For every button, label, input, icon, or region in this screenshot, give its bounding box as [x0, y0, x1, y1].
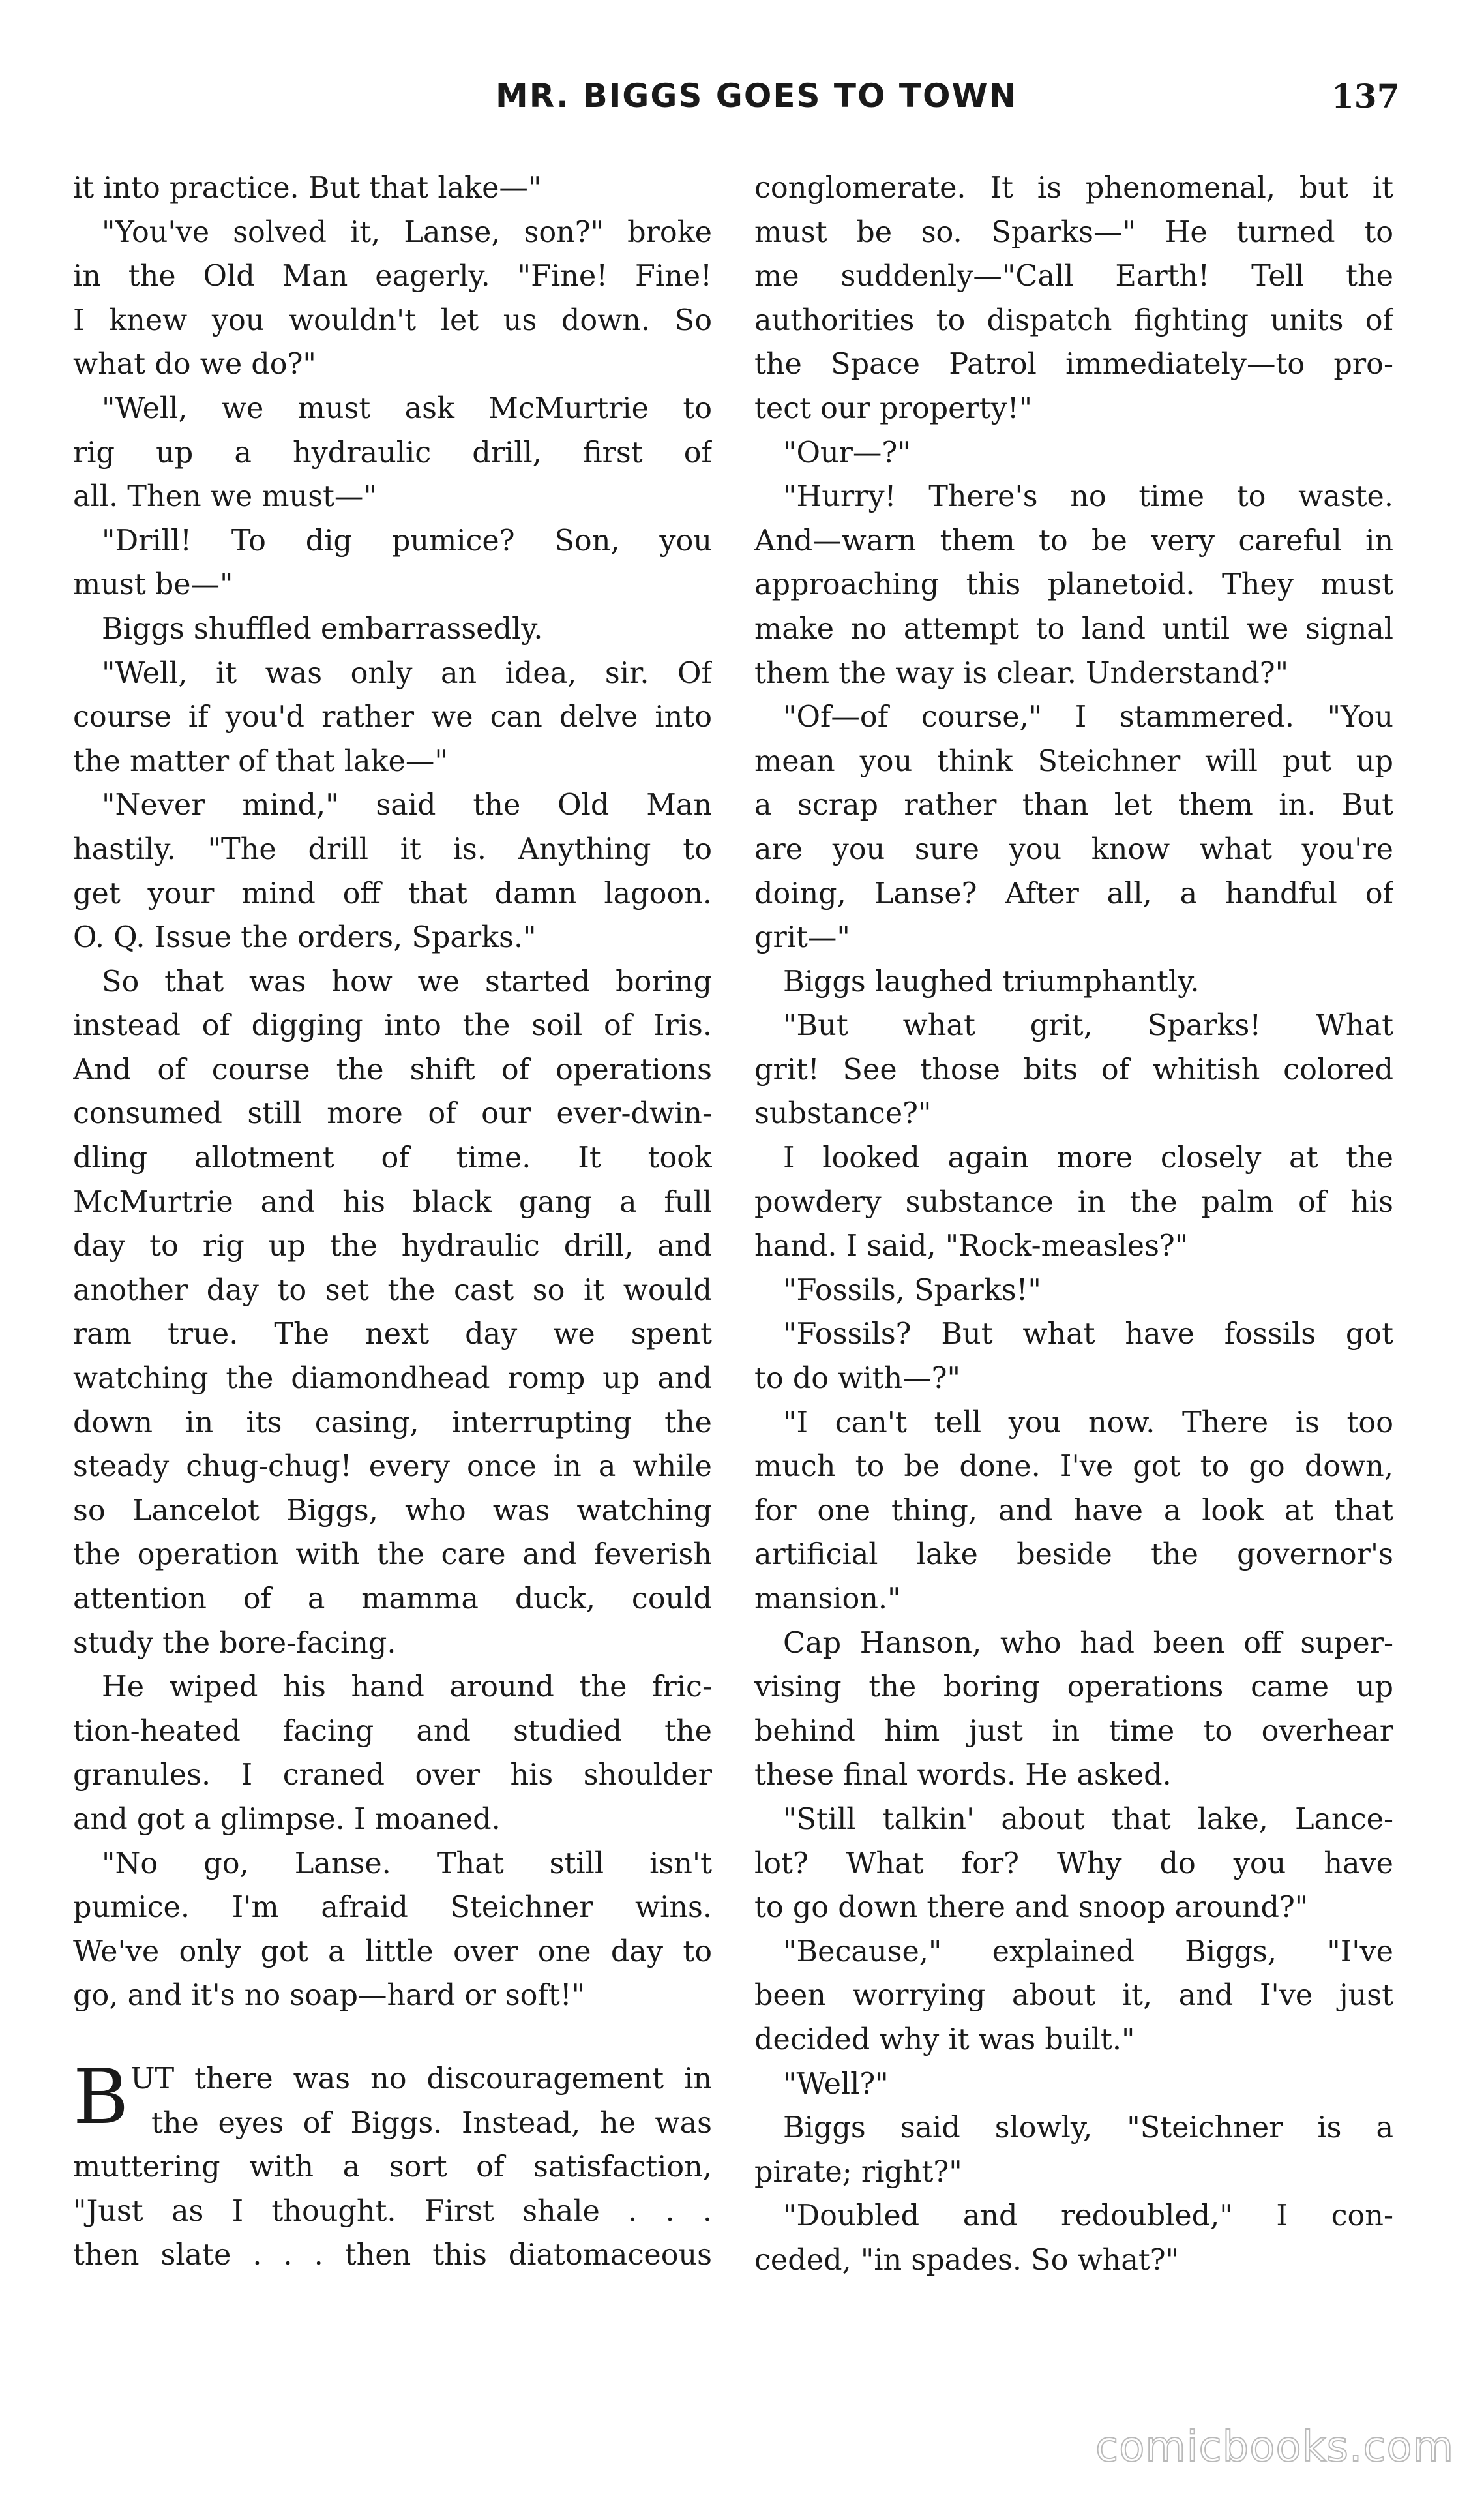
text-line: day to rig up the hydraulic drill, and [73, 1229, 712, 1263]
text-line: grit! See those bits of whitish colored [754, 1053, 1393, 1087]
text-line: the operation with the care and feverish [73, 1538, 712, 1572]
text-line: in the Old Man eagerly. "Fine! Fine! [73, 260, 712, 294]
text-line: consumed still more of our ever-dwin- [73, 1097, 712, 1131]
text-line: approaching this planetoid. They must [754, 568, 1393, 602]
drop-cap-letter: B [73, 2053, 129, 2141]
text-line: study the bore-facing. [73, 1626, 396, 1660]
text-line: so Lancelot Biggs, who was watching [73, 1494, 712, 1528]
text-line: ceded, "in spades. So what?" [754, 2243, 1180, 2277]
text-line: attention of a mamma duck, could [73, 1582, 712, 1616]
dropcap-paragraph [73, 2053, 712, 2278]
text-line: "Well?" [783, 2067, 889, 2101]
text-line: tect our property!" [754, 391, 1033, 425]
text-line: Cap Hanson, who had been off super- [783, 1626, 1393, 1660]
text-line: I looked again more closely at the [783, 1141, 1393, 1175]
text-line: doing, Lanse? After all, a handful of [754, 877, 1393, 911]
text-line: steady chug-chug! every once in a while [73, 1450, 712, 1484]
running-title: MR. BIGGS GOES TO TOWN [496, 77, 1018, 115]
text-line: So that was how we started boring [102, 965, 712, 999]
text-line: O. Q. Issue the orders, Sparks." [73, 921, 537, 955]
text-line: another day to set the cast so it would [73, 1273, 712, 1307]
text-line: lot? What for? Why do you have [754, 1846, 1393, 1880]
text-line: McMurtrie and his black gang a full [73, 1185, 712, 1219]
text-line: hastily. "The drill it is. Anything to [73, 832, 712, 866]
text-line: pumice. I'm afraid Steichner wins. [73, 1891, 712, 1925]
text-line: mean you think Steichner will put up [754, 744, 1393, 778]
text-line: "Never mind," said the Old Man [102, 789, 712, 822]
left-column [73, 166, 712, 2278]
text-line: "But what grit, Sparks! What [783, 1009, 1393, 1043]
text-line: "Fossils? But what have fossils got [783, 1318, 1393, 1351]
text-line: and got a glimpse. I moaned. [73, 1802, 501, 1836]
text-line: artificial lake beside the governor's [754, 1538, 1393, 1572]
page-number: 137 [1331, 77, 1400, 115]
text-line: We've only got a little over one day to [73, 1935, 712, 1968]
text-line: "Well, it was only an idea, sir. Of [102, 656, 712, 690]
text-line: authorities to dispatch fighting units of [754, 303, 1393, 337]
text-line: make no attempt to land until we signal [754, 612, 1393, 646]
text-line: down in its casing, interrupting the [73, 1406, 712, 1439]
text-line: "Just as I thought. First shale . . . [73, 2194, 712, 2228]
text-line: pirate; right?" [754, 2155, 962, 2189]
text-line: "Because," explained Biggs, "I've [783, 1935, 1393, 1968]
text-line: behind him just in time to overhear [754, 1714, 1393, 1748]
text-line: course if you'd rather we can delve into [73, 700, 712, 734]
text-line: much to be done. I've got to go down, [754, 1450, 1393, 1484]
text-line: muttering with a sort of satisfaction, [73, 2150, 712, 2184]
text-line: rig up a hydraulic drill, first of [73, 436, 712, 470]
text-line: Biggs laughed triumphantly. [783, 965, 1200, 999]
text-line: the eyes of Biggs. Instead, he was [151, 2106, 712, 2140]
text-line: mansion." [754, 1582, 901, 1616]
text-line: to go down there and snoop around?" [754, 1891, 1309, 1925]
text-line: watching the diamondhead romp up and [73, 1362, 712, 1396]
text-line: hand. I said, "Rock-measles?" [754, 1229, 1189, 1263]
text-line: to do with—?" [754, 1362, 960, 1396]
right-column [754, 166, 1393, 2283]
text-line: granules. I craned over his shoulder [73, 1758, 712, 1792]
text-line: decided why it was built." [754, 2023, 1135, 2056]
running-head [0, 77, 1484, 129]
text-line: a scrap rather than let them in. But [754, 789, 1393, 822]
text-line: "You've solved it, Lanse, son?" broke [102, 215, 712, 249]
text-line: "Still talkin' about that lake, Lance- [783, 1802, 1393, 1836]
text-line: tion-heated facing and studied the [73, 1714, 712, 1748]
section-break [73, 2018, 712, 2057]
text-line: Biggs shuffled embarrassedly. [102, 612, 543, 646]
text-line: the Space Patrol immediately—to pro- [754, 348, 1393, 382]
text-line: "Hurry! There's no time to waste. [783, 480, 1393, 514]
text-line: conglomerate. It is phenomenal, but it [754, 172, 1393, 205]
text-line: ram true. The next day we spent [73, 1318, 712, 1351]
watermark: comicbooks.com [1095, 2423, 1455, 2471]
text-line: then slate . . . then this diatomaceous [73, 2238, 712, 2272]
text-line: grit—" [754, 921, 850, 955]
text-line: get your mind off that damn lagoon. [73, 877, 712, 911]
text-line: "Of—of course," I stammered. "You [783, 700, 1393, 734]
text-line: "Fossils, Sparks!" [783, 1273, 1041, 1307]
text-line: them the way is clear. Understand?" [754, 656, 1289, 690]
text-line: substance?" [754, 1097, 932, 1131]
text-line: vising the boring operations came up [754, 1670, 1393, 1704]
text-line: these final words. He asked. [754, 1758, 1172, 1792]
text-line: dling allotment of time. It took [73, 1141, 712, 1175]
text-line: "Well, we must ask McMurtrie to [102, 391, 712, 425]
text-line: me suddenly—"Call Earth! Tell the [754, 260, 1393, 294]
text-line: go, and it's no soap—hard or soft!" [73, 1979, 586, 2013]
text-line: "I can't tell you now. There is too [783, 1406, 1393, 1439]
text-line: And of course the shift of operations [73, 1053, 712, 1087]
text-line: instead of digging into the soil of Iris. [73, 1009, 712, 1043]
text-line: "Drill! To dig pumice? Son, you [102, 524, 712, 558]
text-line: for one thing, and have a look at that [754, 1494, 1393, 1528]
text-line: been worrying about it, and I've just [754, 1979, 1393, 2013]
text-line: "No go, Lanse. That still isn't [102, 1846, 712, 1880]
text-line: what do we do?" [73, 348, 316, 382]
text-line: "Doubled and redoubled," I con- [783, 2199, 1393, 2233]
text-line: He wiped his hand around the fric- [102, 1670, 712, 1704]
text-line: must be so. Sparks—" He turned to [754, 215, 1393, 249]
text-line: And—warn them to be very careful in [754, 524, 1393, 558]
text-line: I knew you wouldn't let us down. So [73, 303, 712, 337]
text-line: must be—" [73, 568, 233, 602]
text-line: the matter of that lake—" [73, 744, 448, 778]
text-line: it into practice. But that lake—" [73, 172, 542, 205]
text-line: Biggs said slowly, "Steichner is a [783, 2111, 1393, 2145]
text-line: all. Then we must—" [73, 480, 377, 514]
text-line: powdery substance in the palm of his [754, 1185, 1393, 1219]
text-line: UT there was no discouragement in [130, 2062, 712, 2096]
text-line: are you sure you know what you're [754, 832, 1393, 866]
text-line: "Our—?" [783, 436, 911, 470]
